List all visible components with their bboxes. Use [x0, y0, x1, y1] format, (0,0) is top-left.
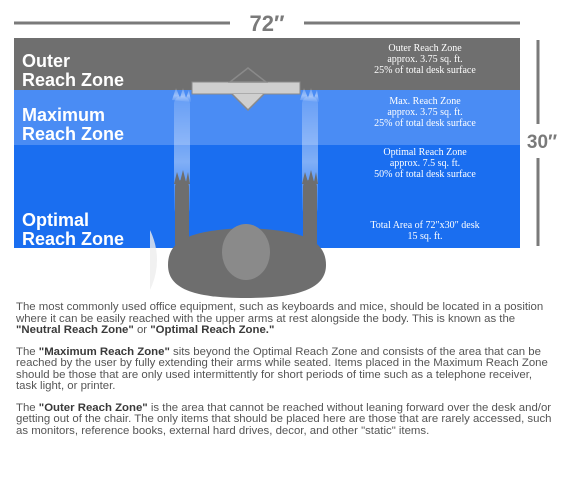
p3-bold-a: "Outer Reach Zone" [38, 401, 148, 414]
outer-zone-title-line1: Outer [22, 51, 71, 71]
maximum-zone-title-line2: Reach Zone [22, 124, 125, 144]
p3-text-a: The [16, 401, 39, 414]
desk-total-area-line2: 15 sq. ft. [407, 231, 443, 242]
paragraph-outer-zone [16, 403, 556, 438]
paragraph-maximum-zone [16, 347, 556, 393]
desk-total-area-line1: Total Area of 72″x30″ desk [370, 220, 480, 231]
outer-zone-info-line3: 25% of total desk surface [374, 65, 476, 76]
p3-text-b: is the area that cannot be reached without leaning forward over the desk and/or getting out of the chair. The only items that should be placed here are those that are rarely accessed, such as monitors, reference books, external hard drives, decor, and other "static" items. [16, 401, 552, 437]
height-dimension [518, 38, 566, 248]
optimal-zone-info-line1: Optimal Reach Zone [383, 147, 467, 158]
p2-text-a: The [16, 345, 39, 358]
width-label: 72″ [249, 11, 285, 36]
p1-bold-a: "Neutral Reach Zone" [16, 324, 134, 336]
height-label: 30″ [526, 132, 558, 153]
p2-text-b: sits beyond the Optimal Reach Zone and consists of the area that can be reached by the user by fully extending their arms while seated. Items placed in the Maximum Reach Zone should be those that are only used intermittently for short periods of time such as a telephone receiver, task light, or printer. [16, 345, 548, 392]
optimal-zone-title-line2: Reach Zone [22, 229, 125, 249]
maximum-zone-info [350, 96, 500, 129]
outer-zone-title-line2: Reach Zone [22, 70, 125, 90]
optimal-zone-info-line3: 50% of total desk surface [374, 169, 476, 180]
outer-zone-info [350, 43, 500, 76]
outer-zone-title [22, 52, 124, 90]
width-dimension [12, 8, 522, 38]
maximum-zone-info-line3: 25% of total desk surface [374, 118, 476, 129]
optimal-zone-title [22, 211, 124, 249]
maximum-zone-info-line1: Max. Reach Zone [389, 96, 461, 107]
outer-zone-info-line1: Outer Reach Zone [388, 43, 462, 54]
monitor-top-view-icon [192, 68, 300, 110]
maximum-zone-title-line1: Maximum [22, 105, 106, 125]
p2-bold-a: "Maximum Reach Zone" [38, 345, 170, 358]
optimal-zone-title-line1: Optimal [22, 210, 90, 230]
outer-zone-info-line2: approx. 3.75 sq. ft. [387, 54, 463, 65]
optimal-zone-info-line2: approx. 7.5 sq. ft. [389, 158, 461, 169]
desk-total-area [350, 220, 500, 242]
optimal-zone-info [350, 147, 500, 180]
maximum-zone-info-line2: approx. 3.75 sq. ft. [387, 107, 463, 118]
explanation-text [16, 302, 556, 447]
maximum-zone-title [22, 106, 124, 144]
seated-person-top-view-icon [150, 60, 350, 310]
p1-bold-b: "Optimal Reach Zone." [150, 324, 275, 336]
paragraph-neutral-zone [16, 302, 556, 337]
p1-text-a: The most commonly used office equipment, such as keyboards and mice, should be located in a position where it can be easily reached with the upper arms at rest alongside the body. This is known as the [16, 301, 544, 325]
p1-text-b: or [133, 324, 151, 336]
head [222, 224, 270, 280]
